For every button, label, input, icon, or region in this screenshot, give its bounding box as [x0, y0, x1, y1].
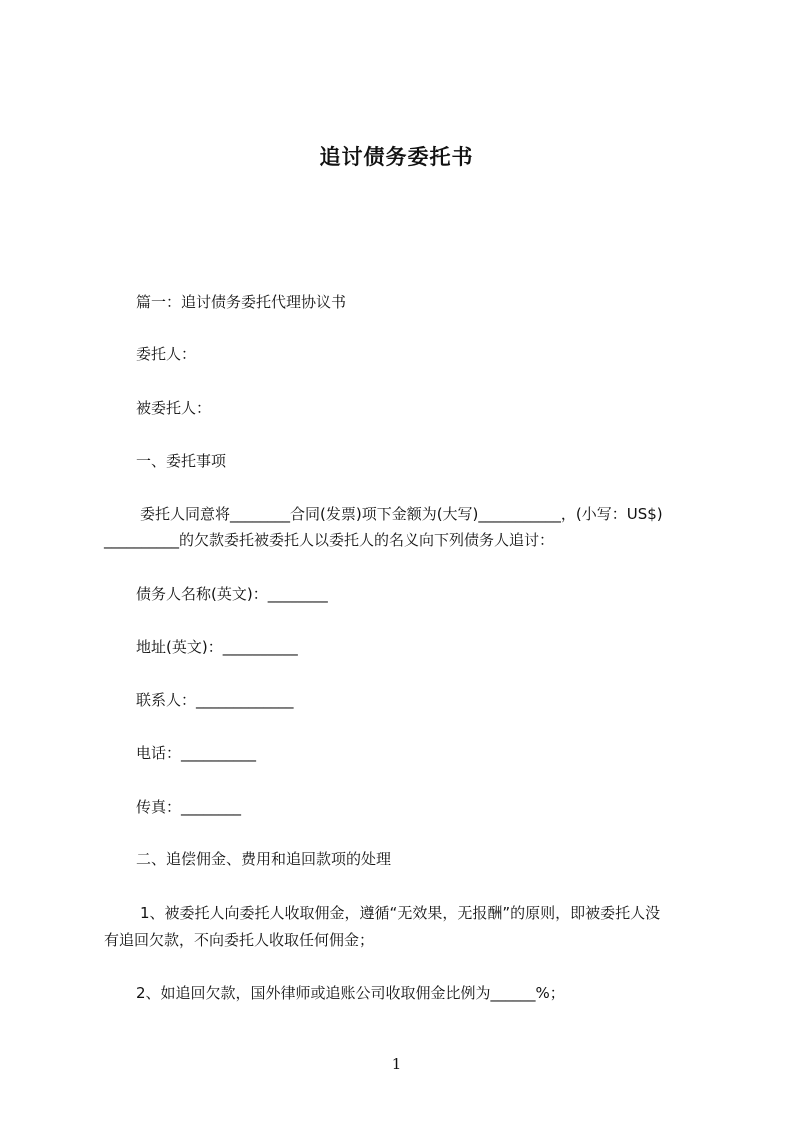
section-heading-entrustment: 一、委托事项 [136, 452, 227, 470]
debtor-name-field: 债务人名称(英文)：________ [136, 585, 328, 603]
paragraph-commission-2: 2、如追回欠款，国外律师或追账公司收取佣金比例为______%； [136, 984, 565, 1002]
contact-field: 联系人：_____________ [136, 691, 294, 709]
paragraph-commission-1-line-1: 1、被委托人向委托人收取佣金，遵循“无效果，无报酬”的原则，即被委托人没 [140, 904, 661, 922]
section-heading-commission: 二、追偿佣金、费用和追回款项的处理 [136, 850, 392, 868]
paragraph-entrustment-line-2: __________的欠款委托被委托人以委托人的名义向下列债务人追讨： [104, 531, 555, 549]
phone-field: 电话：__________ [136, 744, 257, 762]
principal-label: 委托人： [136, 345, 197, 363]
section-heading-part-one: 篇一：追讨债务委托代理协议书 [136, 293, 347, 311]
document-title: 追讨债务委托书 [319, 145, 474, 169]
address-field: 地址(英文)：__________ [136, 638, 298, 656]
paragraph-commission-1-line-2: 有追回欠款，不向委托人收取任何佣金； [104, 931, 375, 949]
paragraph-entrustment-line-1: 委托人同意将________合同(发票)项下金额为(大写)___________，(小写：US$) [140, 505, 663, 523]
agent-label: 被委托人： [136, 399, 212, 417]
fax-field: 传真：________ [136, 798, 242, 816]
page-number: 1 [391, 1055, 402, 1073]
